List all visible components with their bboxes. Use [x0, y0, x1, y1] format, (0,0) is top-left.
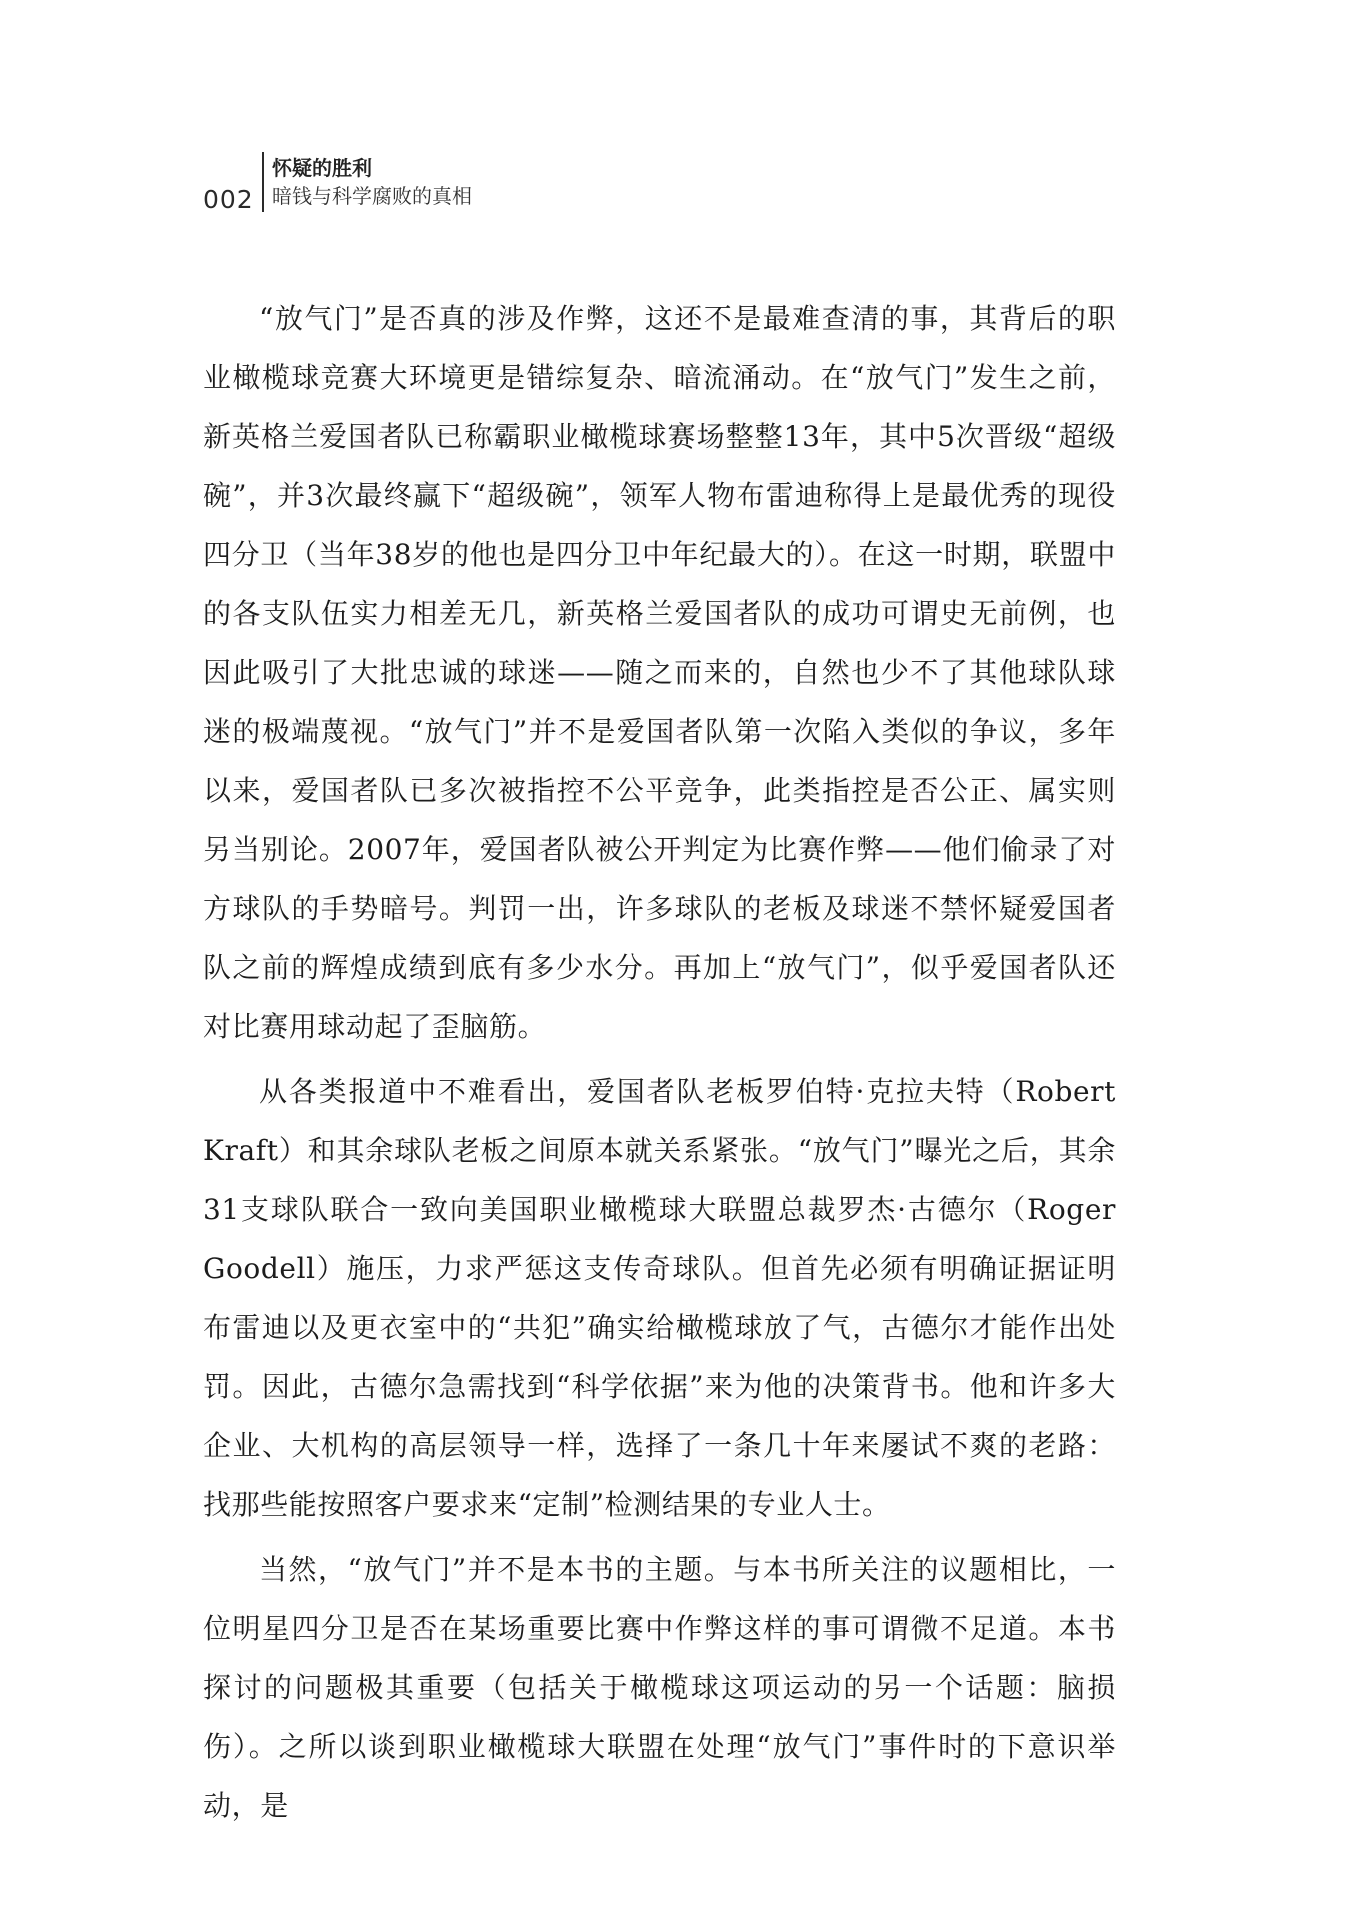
page-number: 002: [203, 184, 254, 214]
book-subtitle: 暗钱与科学腐败的真相: [272, 184, 472, 208]
header-divider: [262, 152, 264, 212]
paragraph: “放气门”是否真的涉及作弊，这还不是最难查清的事，其背后的职业橄榄球竞赛大环境更是错综复杂、暗流涌动。在“放气门”发生之前，新英格兰爱国者队已称霸职业橄榄球赛场整整13年，其中5次晋级“超级碗”，并3次最终赢下“超级碗”，领军人物布雷迪称得上是最优秀的现役四分卫（当年38岁的他也是四分卫中年纪最大的）。在这一时期，联盟中的各支队伍实力相差无几，新英格兰爱国者队的成功可谓史无前例，也因此吸引了大批忠诚的球迷——随之而来的，自然也少不了其他球队球迷的极端蔑视。“放气门”并不是爱国者队第一次陷入类似的争议，多年以来，爱国者队已多次被指控不公平竞争，此类指控是否公正、属实则另当别论。2007年，爱国者队被公开判定为比赛作弊——他们偷录了对方球队的手势暗号。判罚一出，许多球队的老板及球迷不禁怀疑爱国者队之前的辉煌成绩到底有多少水分。再加上“放气门”，似乎爱国者队还对比赛用球动起了歪脑筋。: [203, 302, 1116, 1043]
running-header: [203, 150, 472, 214]
paragraph: 从各类报道中不难看出，爱国者队老板罗伯特·克拉夫特（Robert Kraft）和其余球队老板之间原本就关系紧张。“放气门”曝光之后，其余31支球队联合一致向美国职业橄榄球大联盟总裁罗杰·古德尔（Roger Goodell）施压，力求严惩这支传奇球队。但首先必须有明确证据证明布雷迪以及更衣室中的“共犯”确实给橄榄球放了气，古德尔才能作出处罚。因此，古德尔急需找到“科学依据”来为他的决策背书。他和许多大企业、大机构的高层领导一样，选择了一条几十年来屡试不爽的老路：找那些能按照客户要求来“定制”检测结果的专业人士。: [203, 1075, 1116, 1521]
header-titles: [272, 154, 472, 210]
body-text: [203, 289, 1116, 1841]
paragraph: 当然，“放气门”并不是本书的主题。与本书所关注的议题相比，一位明星四分卫是否在某场重要比赛中作弊这样的事可谓微不足道。本书探讨的问题极其重要（包括关于橄榄球这项运动的另一个话题：脑损伤）。之所以谈到职业橄榄球大联盟在处理“放气门”事件时的下意识举动，是: [203, 1553, 1116, 1822]
book-title: 怀疑的胜利: [272, 156, 372, 180]
